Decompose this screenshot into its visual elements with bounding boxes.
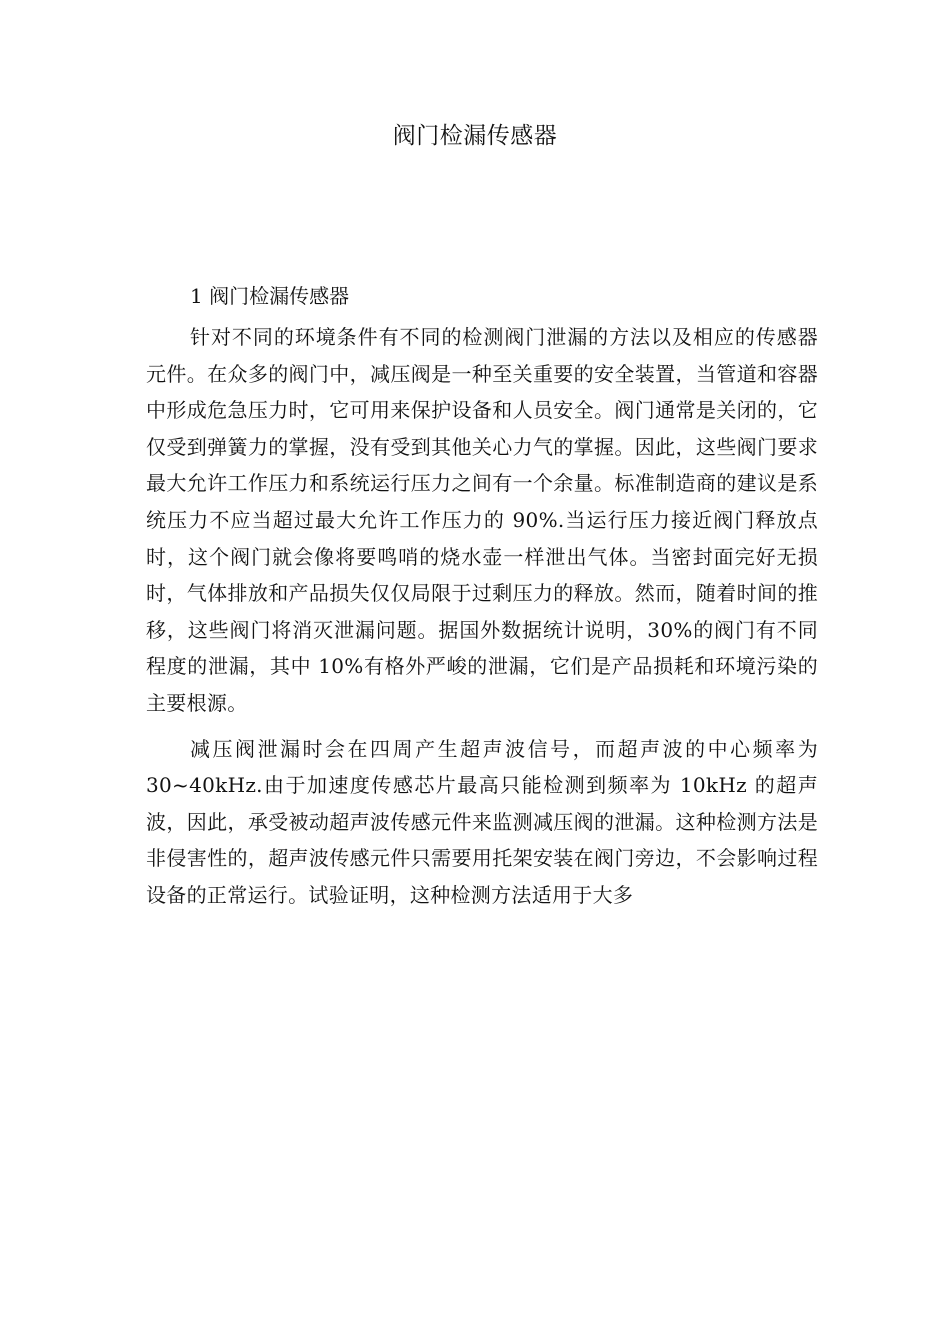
paragraph-1: 针对不同的环境条件有不同的检测阀门泄漏的方法以及相应的传感器元件。在众多的阀门中，减压阀是一种至关重要的安全装置，当管道和容器中形成危急压力时，它可用来保护设备和人员安全。阀门通常是关闭的，它仅受到弹簧力的掌握，没有受到其他关心力气的掌握。因此，这些阀门要求最大允许工作压力和系统运行压力之间有一个余量。标准制造商的建议是系统压力不应当超过最大允许工作压力的 90%.当运行压力接近阀门释放点时，这个阀门就会像将要鸣哨的烧水壶一样泄出气体。当密封面完好无损时，气体排放和产品损失仅仅局限于过剩压力的释放。然而，随着时间的推移，这些阀门将消灭泄漏问题。据国外数据统计说明，30%的阀门有不同程度的泄漏，其中 10%有格外严峻的泄漏，它们是产品损耗和环境污染的主要根源。 bbox=[146, 325, 818, 715]
section-heading: 1 阀门检漏传感器 bbox=[190, 284, 350, 308]
document-title: 阀门检漏传感器 bbox=[392, 123, 558, 149]
paragraph-2: 减压阀泄漏时会在四周产生超声波信号，而超声波的中心频率为 30~40kHz.由于加速度传感芯片最高只能检测到频率为 10kHz 的超声波，因此，承受被动超声波传感元件来监测减压阀的泄漏。这种检测方法是非侵害性的，超声波传感元件只需要用托架安装在阀门旁边，不会影响过程设备的正常运行。试验证明，这种检测方法适用于大多 bbox=[146, 736, 818, 907]
document-body bbox=[146, 282, 818, 923]
